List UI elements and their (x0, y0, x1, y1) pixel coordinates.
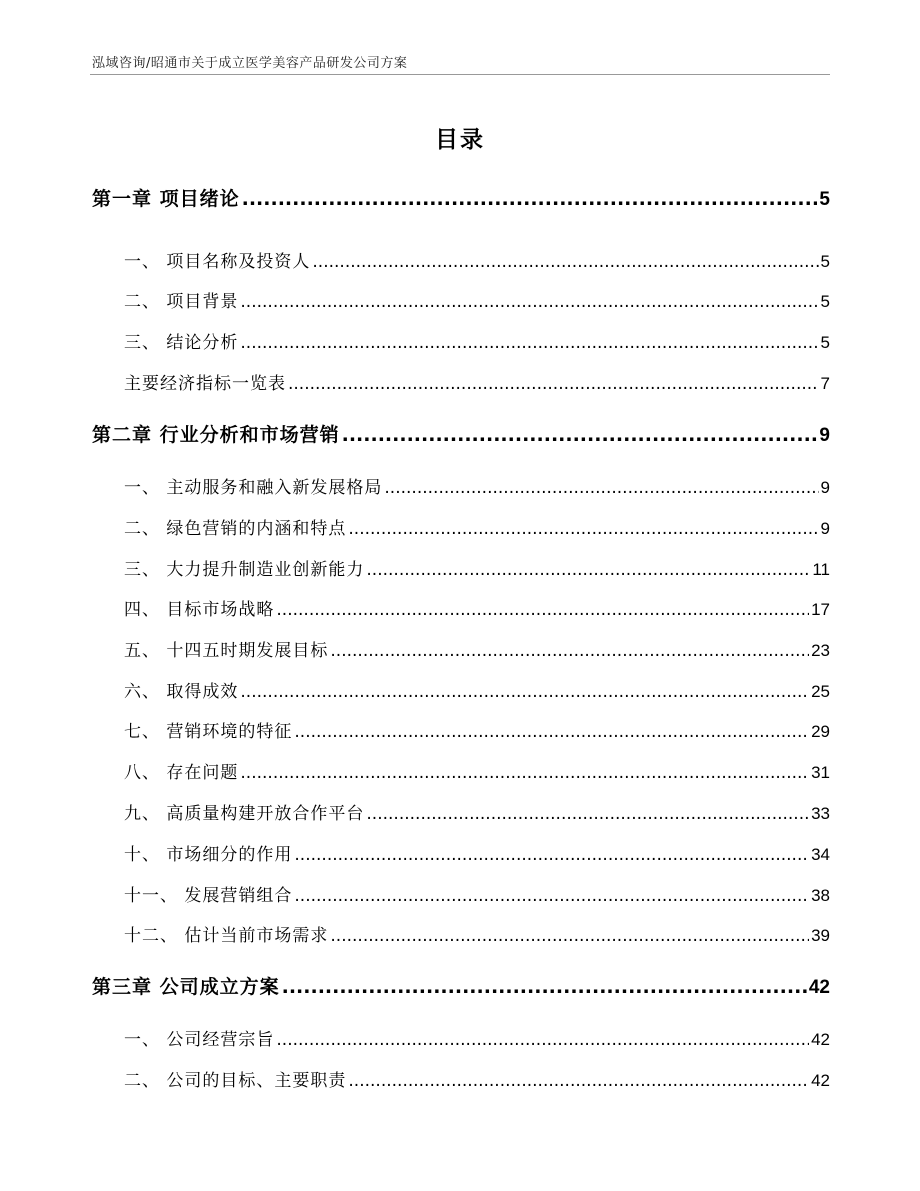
toc-entry-page: 9 (820, 478, 830, 497)
toc-section-2-10[interactable] (124, 840, 830, 865)
dot-leader (282, 976, 807, 998)
toc-entry-label: 第一章 项目绪论 (92, 188, 240, 210)
dot-leader (384, 478, 818, 498)
toc-entry-page: 42 (811, 1030, 830, 1049)
toc-entry-label: 五、 十四五时期发展目标 (124, 641, 329, 661)
toc-entry-label: 第三章 公司成立方案 (92, 976, 280, 998)
toc-section-2-3[interactable] (124, 555, 830, 580)
toc-entry-page: 5 (819, 189, 830, 210)
toc-entry-label: 主要经济指标一览表 (124, 374, 286, 394)
toc-section-2-11[interactable] (124, 881, 830, 906)
dot-leader (240, 333, 818, 353)
toc-entry-label: 一、 主动服务和融入新发展格局 (124, 478, 383, 498)
dot-leader (288, 374, 819, 394)
toc-entry-page: 34 (811, 845, 830, 864)
toc-entry-page: 17 (811, 600, 830, 619)
running-header: 泓域咨询/昭通市关于成立医学美容产品研发公司方案 (92, 56, 408, 71)
toc-entry-label: 一、 项目名称及投资人 (124, 252, 311, 272)
toc-entry-page: 5 (820, 333, 830, 352)
toc-entry-label: 十二、 估计当前市场需求 (124, 926, 329, 946)
toc-entry-label: 一、 公司经营宗旨 (124, 1030, 275, 1050)
toc-title: 目录 (435, 127, 485, 153)
toc-entry-label: 七、 营销环境的特征 (124, 722, 293, 742)
toc-entry-label: 十一、 发展营销组合 (124, 886, 293, 906)
dot-leader (366, 560, 810, 580)
dot-leader (276, 1030, 809, 1050)
toc-section-3-2[interactable] (124, 1066, 830, 1091)
toc-entry-label: 三、 结论分析 (124, 333, 239, 353)
dot-leader (342, 424, 818, 446)
toc-entry-label: 二、 项目背景 (124, 292, 239, 312)
toc-section-3-1[interactable] (124, 1025, 830, 1050)
toc-section-2-8[interactable] (124, 758, 830, 783)
dot-leader (366, 804, 809, 824)
toc-entry-label: 第二章 行业分析和市场营销 (92, 424, 340, 446)
toc-chapter-1[interactable] (92, 184, 830, 211)
toc-entry-page: 9 (819, 425, 830, 446)
toc-section-2-9[interactable] (124, 799, 830, 824)
dot-leader (294, 845, 809, 865)
dot-leader (240, 763, 809, 783)
toc-entry-label: 九、 高质量构建开放合作平台 (124, 804, 365, 824)
toc-section-1-3[interactable] (124, 328, 830, 353)
toc-entry-page: 31 (811, 763, 830, 782)
dot-leader (276, 600, 809, 620)
dot-leader (294, 886, 809, 906)
toc-entry-page: 29 (811, 722, 830, 741)
toc-entry-page: 5 (820, 292, 830, 311)
dot-leader (242, 188, 818, 210)
toc-entry-page: 5 (820, 252, 830, 271)
toc-entry-page: 9 (820, 519, 830, 538)
toc-entry-page: 23 (811, 641, 830, 660)
toc-section-1-2[interactable] (124, 287, 830, 312)
toc-section-2-4[interactable] (124, 595, 830, 620)
toc-entry-label: 二、 公司的目标、主要职责 (124, 1071, 347, 1091)
toc-entry-label: 八、 存在问题 (124, 763, 239, 783)
toc-entry-page: 39 (811, 926, 830, 945)
toc-chapter-2[interactable] (92, 420, 830, 447)
toc-entry-label: 三、 大力提升制造业创新能力 (124, 560, 365, 580)
toc-entry-page: 38 (811, 886, 830, 905)
toc-entry-page: 33 (811, 804, 830, 823)
dot-leader (294, 722, 809, 742)
toc-section-2-2[interactable] (124, 514, 830, 539)
toc-entry-label: 二、 绿色营销的内涵和特点 (124, 519, 347, 539)
toc-section-2-12[interactable] (124, 921, 830, 946)
toc-entry-page: 11 (812, 560, 830, 579)
toc-entry-label: 六、 取得成效 (124, 682, 239, 702)
toc-entry-page: 42 (811, 1071, 830, 1090)
toc-section-2-6[interactable] (124, 677, 830, 702)
toc-section-2-1[interactable] (124, 473, 830, 498)
dot-leader (240, 292, 818, 312)
toc-entry-page: 25 (811, 682, 830, 701)
toc-entry-page: 42 (808, 977, 830, 998)
dot-leader (348, 519, 818, 539)
dot-leader (348, 1071, 809, 1091)
toc-section-1-1[interactable] (124, 247, 830, 272)
toc-section-2-5[interactable] (124, 636, 830, 661)
dot-leader (330, 641, 809, 661)
dot-leader (312, 252, 818, 272)
toc-entry-page: 7 (820, 374, 830, 393)
toc-section-1-table[interactable] (124, 369, 830, 394)
dot-leader (240, 682, 809, 702)
toc-section-2-7[interactable] (124, 717, 830, 742)
dot-leader (330, 926, 809, 946)
toc-entry-label: 十、 市场细分的作用 (124, 845, 293, 865)
toc-chapter-3[interactable] (92, 972, 830, 999)
toc-entry-label: 四、 目标市场战略 (124, 600, 275, 620)
